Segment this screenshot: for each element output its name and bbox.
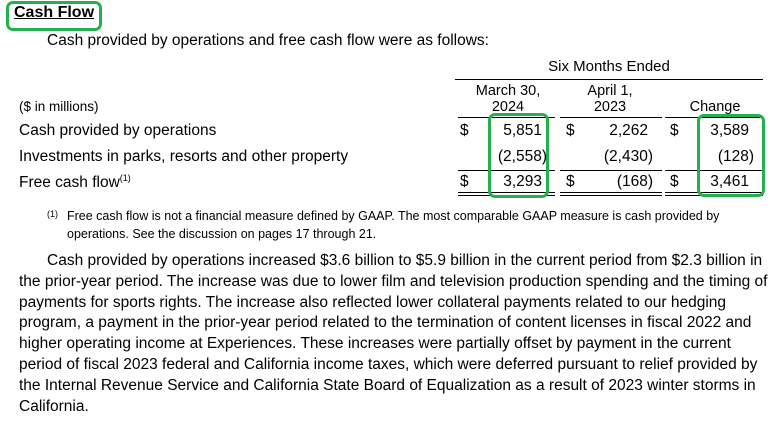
body-paragraph: Cash provided by operations increased $3.6 billion to $5.9 billion in the current period from $2.3 billion in the prior-year period. The increase was due to lower film and television production spending and the timing of payments for sports rights. The increase also reflected lower collateral payments related to our hedging program, a payment in the prior-year period related to the termination of content licenses in fiscal 2022 and higher operating income at Experiences. These increases were partially offset by payment in the current period of fiscal 2023 federal and California income taxes, which were deferred pursuant to relief provided by the Internal Revenue Service and California State Board of Equalization as a result of 2023 winter storms in California. [19, 252, 768, 415]
row-label-cash-operations: Cash provided by operations [19, 122, 217, 139]
header-rule-col3 [665, 117, 763, 118]
cell-row1-col2: 2,262 [609, 122, 648, 139]
cell-row2-col1: (2,558) [497, 148, 547, 165]
subtotal-rule-col1 [458, 170, 555, 171]
subtotal-rule-col2 [560, 170, 662, 171]
footnote-marker: (1) [47, 209, 58, 219]
cell-row3-col3: 3,461 [710, 173, 749, 190]
total-rule-col3-a [665, 192, 763, 193]
dollar-sign: $ [670, 173, 679, 190]
cell-row1-col3: 3,589 [710, 122, 749, 139]
dollar-sign: $ [460, 173, 469, 190]
total-rule-col2-a [560, 192, 662, 193]
dollar-sign: $ [460, 122, 469, 139]
units-label: ($ in millions) [19, 99, 99, 114]
dollar-sign: $ [670, 122, 679, 139]
footnote-ref: (1) [119, 173, 131, 183]
col-march-line1: March 30, [475, 83, 541, 99]
subtotal-rule-col3 [665, 170, 763, 171]
total-rule-col3-b [665, 195, 763, 196]
col-march-line2: 2024 [491, 99, 525, 115]
group-header: Six Months Ended [548, 58, 670, 75]
cell-row3-col2: (168) [616, 173, 653, 190]
header-rule-col2 [560, 117, 662, 118]
intro-text: Cash provided by operations and free cash flow were as follows: [47, 32, 489, 49]
cell-row2-col2: (2,430) [603, 148, 653, 165]
col-change: Change [689, 99, 741, 115]
cell-row2-col3: (128) [717, 148, 754, 165]
dollar-sign: $ [566, 122, 575, 139]
cell-row1-col1: 5,851 [503, 122, 542, 139]
cell-row3-col1: 3,293 [503, 173, 542, 190]
row-label-investments: Investments in parks, resorts and other property [19, 148, 349, 165]
section-title: Cash Flow [14, 4, 95, 21]
total-rule-col1-a [458, 192, 555, 193]
row-label-free-cash-flow: Free cash flow$^{(1)}$ [19, 173, 131, 192]
footnote-text: Free cash flow is not a financial measure defined by GAAP. The most comparable GAAP measure is cash provided by operations. See the discussion on pages 17 through 21. [67, 209, 720, 241]
col-april-line1: April 1, [587, 83, 633, 99]
total-rule-col2-b [560, 195, 662, 196]
col-april-line2: 2023 [593, 99, 627, 115]
total-rule-col1-b [458, 195, 555, 196]
header-rule-col1 [458, 117, 555, 118]
group-header-rule [455, 79, 763, 80]
dollar-sign: $ [566, 173, 575, 190]
